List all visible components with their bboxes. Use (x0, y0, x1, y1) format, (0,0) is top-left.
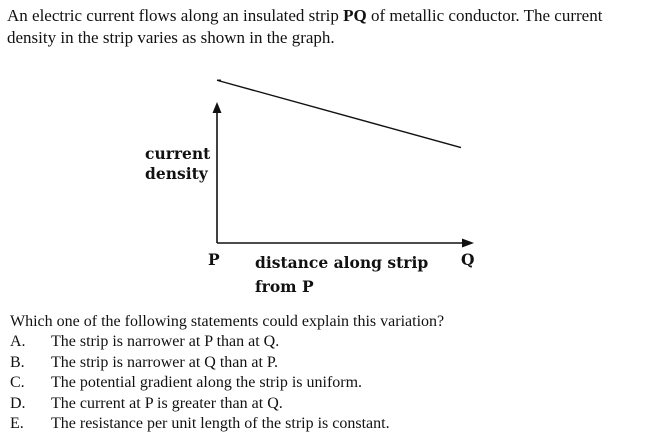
answer-options (10, 332, 390, 435)
option-letter: C. (10, 374, 25, 391)
current-density-line (217, 80, 461, 147)
y-axis-arrowhead (213, 102, 222, 113)
option-b[interactable] (10, 353, 390, 374)
option-text: The resistance per unit length of the strip is constant. (51, 415, 390, 432)
option-text: The strip is narrower at Q than at P. (51, 353, 279, 371)
series-layer (217, 80, 461, 147)
option-letter: D. (10, 394, 26, 412)
option-d[interactable] (10, 394, 390, 415)
intro-text-part-1: An electric current flows along an insulated strip (7, 6, 344, 25)
x-tick-q: Q (461, 250, 475, 269)
x-axis-label-line-1: distance along strip (255, 253, 429, 272)
option-c[interactable] (10, 373, 390, 394)
question-stem: Which one of the following statements could explain this variation? (10, 313, 445, 330)
option-e[interactable] (10, 414, 390, 435)
y-axis-label-line-1: current (145, 144, 211, 163)
y-axis-label (145, 144, 210, 184)
x-axis-label-line-2: from P (255, 277, 314, 296)
strip-name: PQ (343, 6, 367, 25)
option-text: The strip is narrower at P than at Q. (51, 333, 280, 350)
option-text: The current at P is greater than at Q. (51, 394, 283, 412)
x-axis-arrowhead (462, 239, 474, 248)
option-letter: B. (10, 353, 25, 371)
option-letter: E. (10, 415, 24, 432)
option-text: The potential gradient along the strip is uniform. (51, 374, 363, 391)
option-letter: A. (10, 333, 26, 350)
option-a[interactable] (10, 332, 390, 353)
intro-line-2: density in the strip varies as shown in the graph. (7, 28, 335, 47)
y-axis-label-line-2: density (145, 164, 208, 183)
intro-text-part-2: of metallic conductor. The current (366, 6, 603, 25)
x-tick-p: P (208, 250, 220, 269)
x-axis-label (255, 251, 428, 299)
